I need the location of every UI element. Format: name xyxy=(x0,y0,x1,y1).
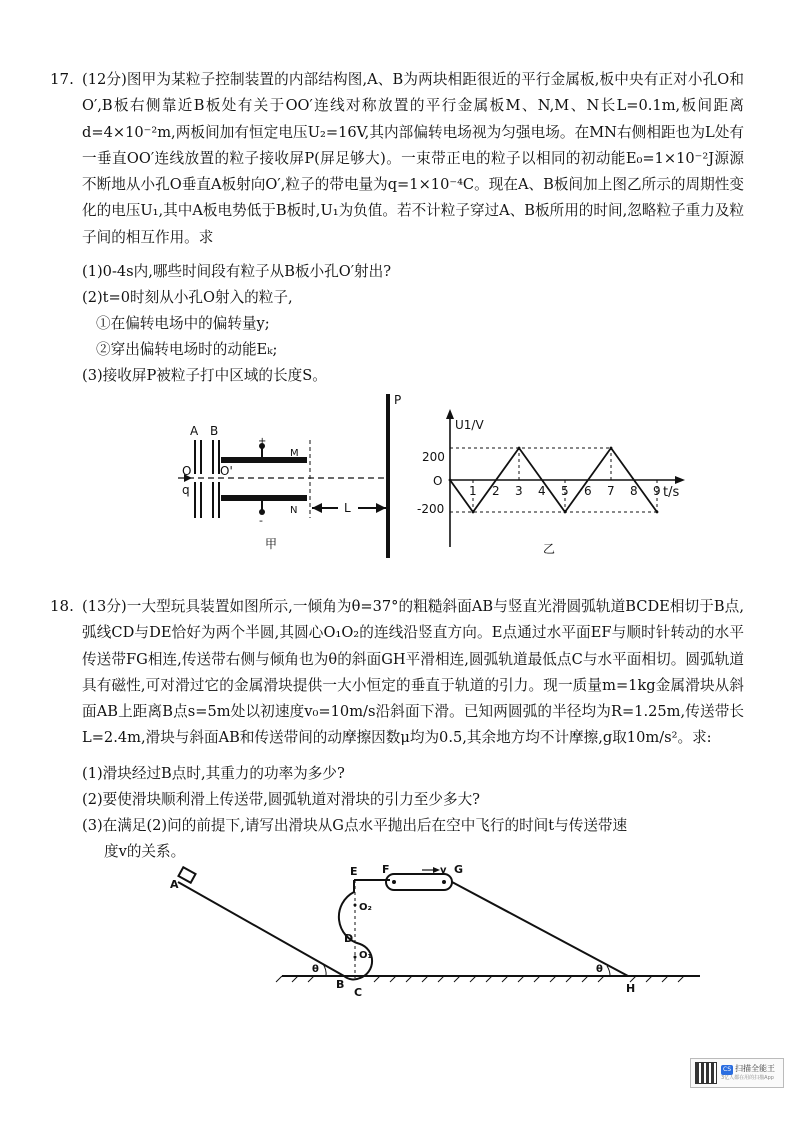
label-q: q xyxy=(182,483,190,497)
label-theta-right: θ xyxy=(596,964,603,975)
q17-sub2: (2)t=0时刻从小孔O射入的粒子, xyxy=(82,289,293,306)
data-point-t9 xyxy=(656,511,659,514)
label-N: N xyxy=(290,505,298,516)
x-tick-4: 4 xyxy=(538,484,546,498)
data-point-t7 xyxy=(610,447,613,450)
data-point-t5 xyxy=(564,511,567,514)
data-point-t0 xyxy=(449,479,452,482)
figure-q18-track xyxy=(160,860,720,1000)
question-17-number: 17. xyxy=(50,70,74,88)
figure-yi-chart xyxy=(415,405,705,555)
label-minus: - xyxy=(259,514,263,527)
q18-sub3b: 度v的关系。 xyxy=(104,843,186,860)
question-17-subquestions xyxy=(82,259,391,389)
y-axis-label: U1/V xyxy=(455,418,484,432)
origin-label: O xyxy=(433,474,443,488)
qr-code-icon xyxy=(695,1062,717,1084)
label-B: B xyxy=(336,978,345,991)
x-tick-6: 6 xyxy=(584,484,592,498)
x-tick-8: 8 xyxy=(630,484,638,498)
q17-sub2b: ②穿出偏转电场时的动能Eₖ; xyxy=(96,341,278,358)
question-18-stem xyxy=(82,594,744,752)
label-F: F xyxy=(382,863,390,876)
q18-sub2: (2)要使滑块顺利滑上传送带,圆弧轨道对滑块的引力至少多大? xyxy=(82,791,480,808)
question-18-subquestions xyxy=(82,761,627,865)
x-axis-label: t/s xyxy=(663,485,680,500)
label-theta-left: θ xyxy=(312,964,319,975)
question-17-stem xyxy=(82,67,744,251)
question-18-number: 18. xyxy=(50,597,74,615)
label-A: A xyxy=(170,878,179,891)
data-point-t1 xyxy=(472,511,475,514)
q17-sub2a: ①在偏转电场中的偏转量y; xyxy=(96,315,270,332)
label-plus: + xyxy=(258,436,267,447)
label-v: v xyxy=(440,865,447,876)
label-O1: O₁ xyxy=(359,950,372,961)
q17-sub1: (1)0-4s内,哪些时间段有粒子从B板小孔O′射出? xyxy=(82,263,392,280)
question-18-text: (13分)一大型玩具装置如图所示,一倾角为θ=37°的粗糙斜面AB与竖直光滑圆弧轨道BCDE相切于B点,弧线CD与DE恰好为两个半圆,其圆心O₁O₂的连线沿竖直方向。E点通过水平面EF与顺时针转动的水平传送带FG相连,传送带右侧与倾角也为θ的斜面GH平滑相连,圆弧轨道最低点C与水平面相切。圆弧轨道具有磁性,可对滑过它的金属滑块提供一大小恒定的垂直于轨道的引力。现一质量m=1kg金属滑块从斜面AB上距离B点s=5m处以初速度v₀=10m/s沿斜面下滑。已知两圆弧的半径均为R=1.25m,传送带长L=2.4m,滑块与斜面AB和传送带间的动摩擦因数μ均为0.5,其余地方均不计摩擦,g取10m/s²。求: xyxy=(82,598,744,747)
q18-sub3: (3)在满足(2)问的前提下,请写出滑块从G点水平抛出后在空中飞行的时间t与传送带速 xyxy=(82,817,628,834)
label-B: B xyxy=(210,424,219,438)
label-O-prime: O' xyxy=(220,464,233,478)
label-A: A xyxy=(190,424,199,438)
label-M: M xyxy=(290,448,299,459)
watermark-subtitle: 3亿人都在用的扫描App xyxy=(721,1075,774,1081)
y-tick-neg200: -200 xyxy=(417,502,445,516)
incline-GH xyxy=(452,882,628,976)
x-tick-2: 2 xyxy=(492,484,500,498)
x-tick-1: 1 xyxy=(469,484,477,498)
figure-jia xyxy=(170,390,430,560)
cs-logo-icon: CS xyxy=(723,1066,731,1073)
figure-yi-caption: 乙 xyxy=(543,542,556,555)
incline-AB xyxy=(178,882,344,976)
question-17-text: (12分)图甲为某粒子控制装置的内部结构图,A、B为两块相距很近的平行金属板,板中央有正对小孔O和O′,B板右侧靠近B板处有关于OO′连线对称放置的平行金属板M、N,M、N长L=0.1m,板间距离d=4×10⁻²m,两板间加有恒定电压U₂=16V,其内部偏转电场视为匀强电场。在MN右侧相距也为L处有一垂直OO′连线放置的粒子接收屏P(屏足够大)。一束带正电的粒子以相同的初动能E₀=1×10⁻²J源源不断地从小孔O垂直A板射向O′,粒子的带电量为q=1×10⁻⁴C。现在A、B板间加上图乙所示的周期性变化的电压U₁,其中A板电势低于B板时,U₁为负值。若不计粒子穿过A、B板所用的时间,忽略粒子重力及粒子间的相互作用。求 xyxy=(82,71,744,246)
label-O: O xyxy=(182,464,192,478)
y-tick-200: 200 xyxy=(422,450,445,464)
data-point-t3 xyxy=(518,447,521,450)
figure-jia-caption: 甲 xyxy=(265,537,278,551)
x-tick-7: 7 xyxy=(607,484,615,498)
watermark-title: 扫描全能王 xyxy=(735,1064,775,1073)
label-L: L xyxy=(344,501,351,515)
q17-sub3: (3)接收屏P被粒子打中区域的长度S。 xyxy=(82,367,327,384)
q18-sub1: (1)滑块经过B点时,其重力的功率为多少? xyxy=(82,765,345,782)
label-H: H xyxy=(626,982,636,995)
label-C: C xyxy=(354,986,363,999)
label-E: E xyxy=(350,865,358,878)
label-O2: O₂ xyxy=(359,902,372,913)
scanner-watermark xyxy=(690,1058,784,1088)
x-tick-5: 5 xyxy=(561,484,569,498)
label-D: D xyxy=(344,932,354,945)
label-P: P xyxy=(394,393,402,407)
label-G: G xyxy=(454,863,464,876)
x-tick-3: 3 xyxy=(515,484,523,498)
x-tick-9: 9 xyxy=(653,484,661,498)
